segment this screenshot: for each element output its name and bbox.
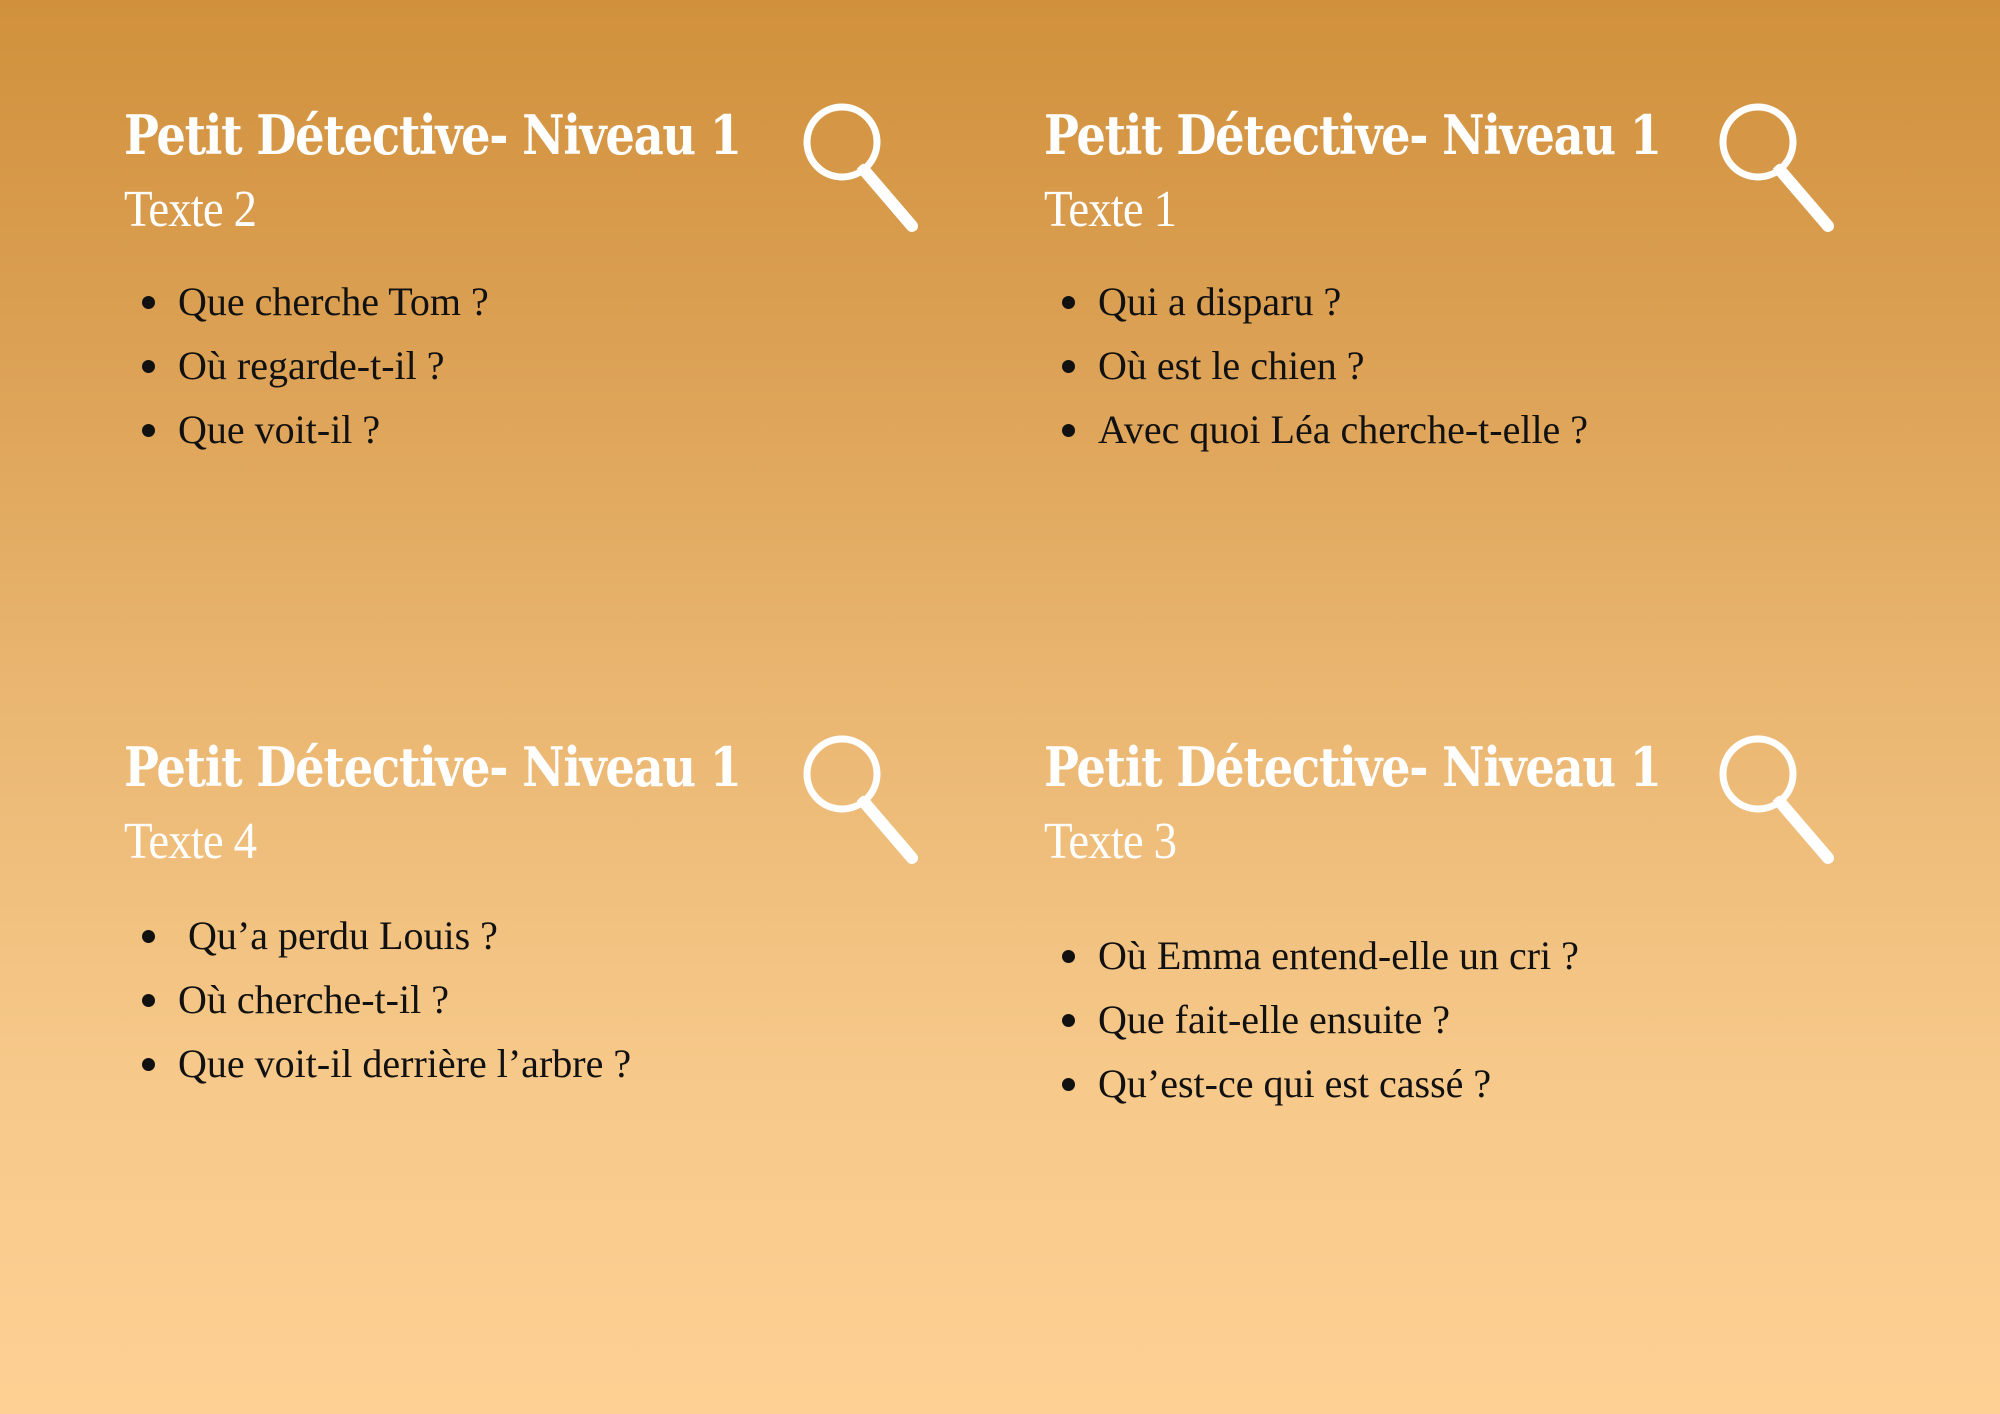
magnifying-glass-icon (802, 102, 924, 236)
bullet-icon (1062, 360, 1075, 373)
card-title: Petit Détective- Niveau 1 (124, 735, 741, 799)
question-item: Qu’a perdu Louis ? (124, 904, 631, 968)
question-item: Où regarde-t-il ? (124, 334, 489, 398)
magnifying-glass-icon (802, 734, 924, 868)
bullet-icon (142, 930, 155, 943)
bullet-icon (1062, 424, 1075, 437)
question-list (124, 904, 631, 1096)
bullet-icon (142, 994, 155, 1007)
bullet-icon (1062, 296, 1075, 309)
card-subtitle: Texte 4 (124, 813, 257, 870)
card-title: Petit Détective- Niveau 1 (1044, 735, 1661, 799)
card-texte-3 (1044, 735, 1904, 1300)
question-list (124, 270, 489, 462)
question-item: Où cherche-t-il ? (124, 968, 631, 1032)
question-item: Que voit-il ? (124, 398, 489, 462)
bullet-icon (142, 296, 155, 309)
bullet-icon (142, 424, 155, 437)
magnifying-glass-icon (1718, 734, 1840, 868)
card-subtitle: Texte 3 (1044, 813, 1177, 870)
question-item: Que fait-elle ensuite ? (1044, 988, 1579, 1052)
card-texte-2 (124, 103, 984, 668)
bullet-icon (1062, 1014, 1075, 1027)
question-item: Où est le chien ? (1044, 334, 1588, 398)
bullet-icon (1062, 950, 1075, 963)
question-list (1044, 270, 1588, 462)
card-texte-1 (1044, 103, 1904, 668)
bullet-icon (142, 360, 155, 373)
question-item: Qu’est-ce qui est cassé ? (1044, 1052, 1579, 1116)
card-title: Petit Détective- Niveau 1 (1044, 103, 1661, 167)
question-list (1044, 924, 1579, 1116)
card-title: Petit Détective- Niveau 1 (124, 103, 741, 167)
magnifying-glass-icon (1718, 102, 1840, 236)
question-item: Où Emma entend-elle un cri ? (1044, 924, 1579, 988)
question-item: Qui a disparu ? (1044, 270, 1588, 334)
card-subtitle: Texte 1 (1044, 181, 1177, 238)
card-subtitle: Texte 2 (124, 181, 257, 238)
card-texte-4 (124, 735, 984, 1300)
question-item: Avec quoi Léa cherche-t-elle ? (1044, 398, 1588, 462)
bullet-icon (1062, 1078, 1075, 1091)
bullet-icon (142, 1058, 155, 1071)
question-item: Que voit-il derrière l’arbre ? (124, 1032, 631, 1096)
question-item: Que cherche Tom ? (124, 270, 489, 334)
